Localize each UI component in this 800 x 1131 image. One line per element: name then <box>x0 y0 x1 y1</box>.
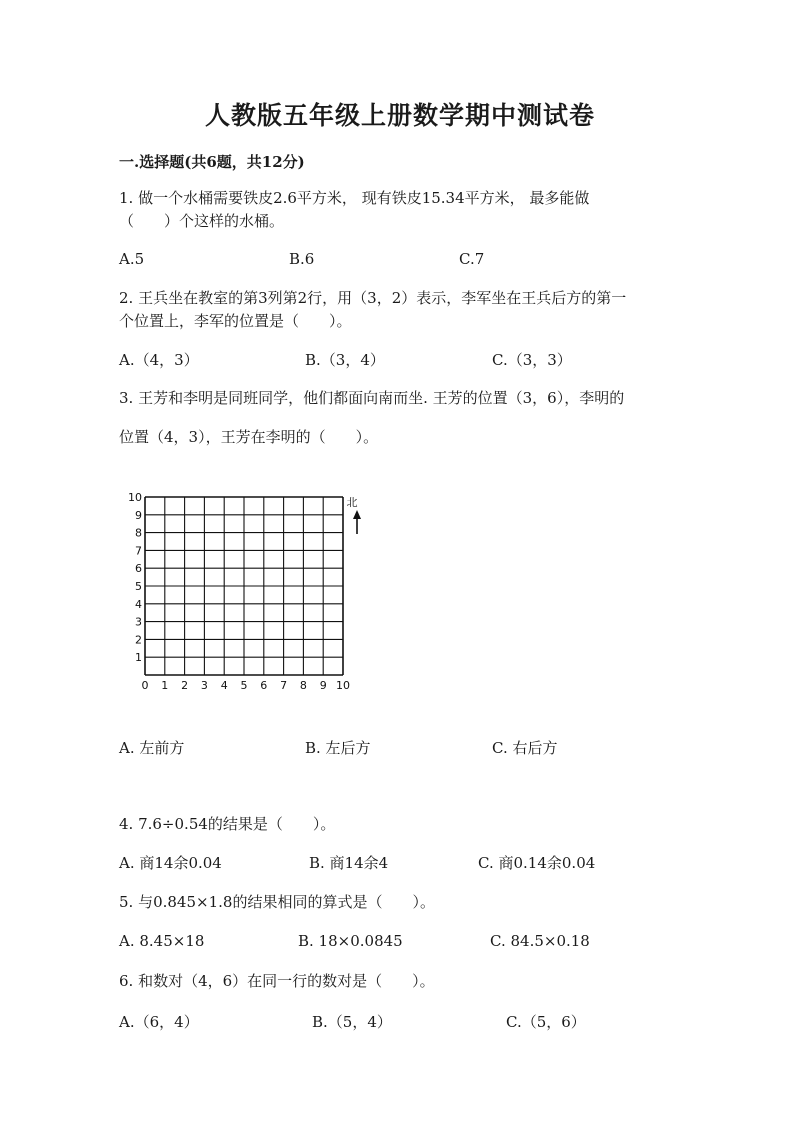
question-2-option-c: C.（3，3） <box>492 351 572 369</box>
question-4-option-a: A. 商14余0.04 <box>119 854 222 872</box>
section-heading: 一.选择题(共6题，共12分) <box>119 153 305 171</box>
x-axis-label: 10 <box>336 679 350 692</box>
question-3-option-a: A. 左前方 <box>119 739 185 757</box>
x-axis-label: 9 <box>319 679 327 692</box>
x-axis-label: 2 <box>181 679 189 692</box>
question-1-line-2: （ ）个这样的水桶。 <box>119 212 285 230</box>
x-axis-label: 5 <box>240 679 248 692</box>
question-3-line-1: 3. 王芳和李明是同班同学，他们都面向南而坐. 王芳的位置（3，6），李明的 <box>119 389 625 407</box>
question-4-option-c: C. 商0.14余0.04 <box>478 854 596 872</box>
y-axis-label: 1 <box>135 651 142 665</box>
x-axis-label: 0 <box>141 679 149 692</box>
question-4-line-1: 4. 7.6÷0.54的结果是（ ）。 <box>119 815 336 833</box>
x-axis-label: 8 <box>299 679 307 692</box>
north-arrow-icon <box>353 510 361 519</box>
question-4-option-b: B. 商14余4 <box>309 854 389 872</box>
question-6-option-b: B.（5，4） <box>312 1013 392 1031</box>
question-1-line-1: 1. 做一个水桶需要铁皮2.6平方米， 现有铁皮15.34平方米， 最多能做 <box>119 189 590 207</box>
y-axis-label: 10 <box>128 491 142 504</box>
x-axis-label: 7 <box>280 679 288 692</box>
question-3-line-2: 位置（4，3），王芳在李明的（ ）。 <box>119 428 379 446</box>
y-axis-label: 6 <box>135 562 142 576</box>
question-3-option-b: B. 左后方 <box>305 739 371 757</box>
y-axis-label: 9 <box>135 508 142 522</box>
question-5-option-c: C. 84.5×0.18 <box>490 932 590 950</box>
y-axis-label: 8 <box>135 526 142 540</box>
question-1-option-c: C.7 <box>459 250 485 268</box>
north-label: 北 <box>346 496 358 509</box>
y-axis-label: 2 <box>135 633 142 647</box>
y-axis-label: 4 <box>135 597 142 611</box>
x-axis-label: 1 <box>161 679 169 692</box>
y-axis-labels <box>128 491 142 664</box>
x-axis-labels <box>142 679 351 692</box>
question-1-option-b: B.6 <box>289 250 315 268</box>
x-axis-label: 6 <box>260 679 268 692</box>
question-5-option-a: A. 8.45×18 <box>119 932 205 950</box>
y-axis-label: 3 <box>135 615 142 629</box>
question-5-option-b: B. 18×0.0845 <box>298 932 403 950</box>
question-6-option-a: A.（6，4） <box>119 1013 199 1031</box>
question-3-option-c: C. 右后方 <box>492 739 558 757</box>
grid-lines <box>145 497 343 675</box>
page-title: 人教版五年级上册数学期中测试卷 <box>204 101 595 130</box>
question-2-option-a: A.（4，3） <box>119 351 199 369</box>
coordinate-grid <box>125 488 365 700</box>
y-axis-label: 5 <box>135 580 142 593</box>
question-1-option-a: A.5 <box>119 250 145 268</box>
question-2-line-2: 个位置上，李军的位置是（ ）。 <box>119 312 352 330</box>
question-2-line-1: 2. 王兵坐在教室的第3列第2行，用（3，2）表示，李军坐在王兵后方的第一 <box>119 289 627 307</box>
y-axis-label: 7 <box>135 544 142 558</box>
x-axis-label: 4 <box>220 679 228 692</box>
question-6-line-1: 6. 和数对（4，6）在同一行的数对是（ ）。 <box>119 972 435 990</box>
question-6-option-c: C.（5，6） <box>506 1013 586 1031</box>
question-5-line-1: 5. 与0.845×1.8的结果相同的算式是（ ）。 <box>119 893 435 911</box>
x-axis-label: 3 <box>200 679 208 692</box>
north-indicator <box>347 496 362 534</box>
question-2-option-b: B.（3，4） <box>305 351 385 369</box>
